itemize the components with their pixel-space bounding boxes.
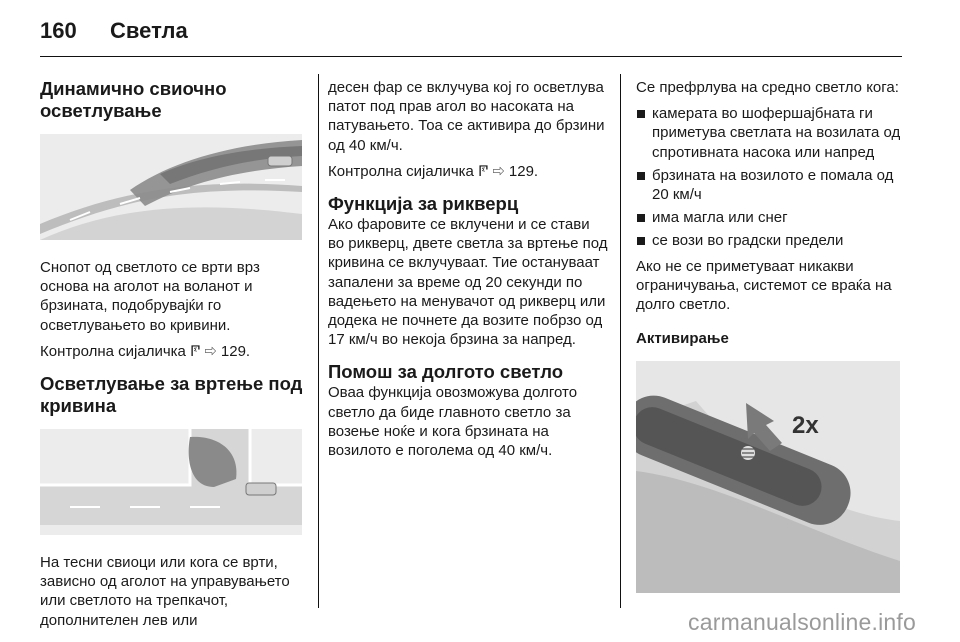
text-cornering-light: На тесни свиоци или кога се врти, зависно од аголот на управувањето или светлото на трепкачот, дополнителен лев или — [40, 554, 290, 629]
text-cornering-continued: десен фар се вклучува кој го осветлува патот под прав агол во насоката на патувањето. Тоа се активира до брзини од 40 км/ч. — [328, 79, 605, 154]
illustration-cornering-light — [40, 429, 302, 535]
heading-dynamic-lighting: Динамично свиочно осветлување — [40, 78, 227, 121]
list-item: камерата во шофершајбната ги приметува светлата на возилата од спротивната насока или напред — [636, 104, 906, 162]
text-reverse-function: Ако фаровите се вклучени и се стави во рикверц, двете светла за вртење под кривина се вклучуваат. Тие остануваат запалени за време од 20 секунди по вадењето на менувачот од рикверц или додека не почнете да возите побрзо од 17 км/ч во некоја брзина за напред. — [328, 216, 608, 349]
heading-high-beam-assist: Помош за долгото светло — [328, 361, 564, 383]
column-1 — [40, 78, 306, 637]
repeat-label: 2x — [792, 412, 819, 440]
column-divider-2 — [620, 74, 621, 608]
text-no-limit: Ако не се приметуваат никакви ограничувања, системот се враќа на долго светло. — [636, 257, 892, 314]
list-item: има магла или снег — [636, 208, 906, 227]
text-high-beam-assist: Оваа функција овозможува долгото светло да биде главното светло за возење ноќе и кога брзината на возилото е поголема од 40 км/ч. — [328, 384, 578, 460]
text-switch-low-beam: Се префрлува на средно светло кога: — [636, 79, 899, 96]
header-rule — [40, 56, 902, 57]
column-3 — [636, 78, 906, 593]
condition-list — [636, 104, 906, 250]
text-control-lamp-a: Контролна сијаличка 𐅏 ⇨ 129. — [40, 342, 251, 360]
heading-activation: Активирање — [636, 330, 729, 348]
text-control-lamp-b: Контролна сијаличка 𐅏 ⇨ 129. — [328, 162, 539, 180]
illustration-dynamic-beam — [40, 134, 302, 240]
list-item: брзината на возилото е помала од 20 км/ч — [636, 166, 906, 204]
list-item: се вози во градски предели — [636, 231, 906, 250]
column-divider-1 — [318, 74, 319, 608]
section-title: Светла — [110, 18, 188, 43]
illustration-activation — [636, 361, 900, 593]
heading-reverse-function: Функција за рикверц — [328, 193, 519, 215]
heading-cornering-light: Осветлување за вртење под кривина — [40, 373, 303, 417]
page-number: 160 — [40, 18, 77, 43]
junction-illustration — [40, 429, 302, 535]
text-dynamic-lighting: Снопот од светлото се врти врз основа на аголот на воланот и брзината, подобрувајќи го осветлувањето во кривини. — [40, 259, 260, 334]
column-2 — [328, 78, 608, 467]
watermark: carmanualsonline.info — [688, 609, 916, 635]
road-curve-illustration — [40, 134, 302, 240]
stalk-illustration — [636, 361, 900, 593]
